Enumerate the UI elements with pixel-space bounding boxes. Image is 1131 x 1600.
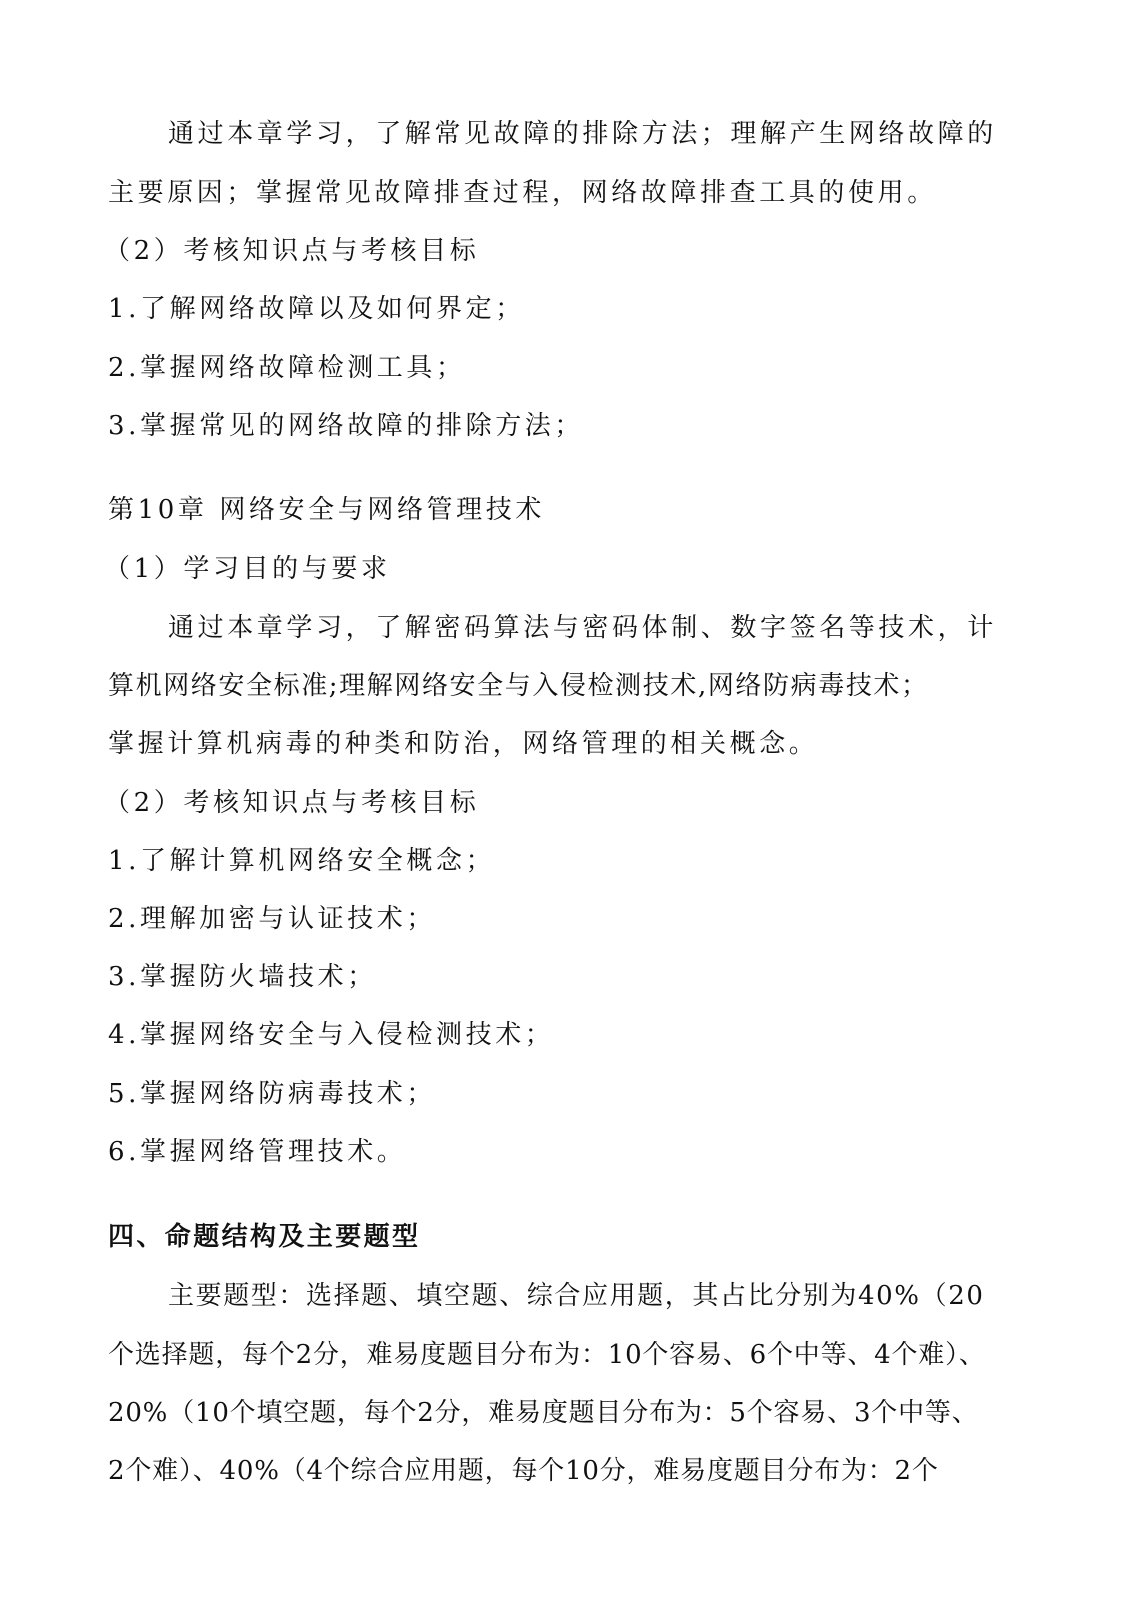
paragraph-line: 2个难）、40%（4个综合应用题，每个10分，难易度题目分布为：2个: [108, 1456, 939, 1486]
paragraph-line: 主要题型：选择题、填空题、综合应用题，其占比分别为40%（20: [168, 1281, 985, 1311]
list-item: 4.掌握网络安全与入侵检测技术；: [108, 1020, 555, 1050]
list-item: 2.理解加密与认证技术；: [108, 904, 437, 934]
section-heading: 四、命题结构及主要题型: [108, 1222, 421, 1252]
paragraph-line: 20%（10个填空题，每个2分，难易度题目分布为：5个容易、3个中等、: [108, 1398, 979, 1428]
subsection-heading: （2）考核知识点与考核目标: [104, 788, 480, 818]
paragraph-line: 通过本章学习，了解常见故障的排除方法；理解产生网络故障的: [168, 119, 997, 149]
subsection-heading: （1）学习目的与要求: [104, 554, 391, 584]
list-item: 2.掌握网络故障检测工具；: [108, 353, 466, 383]
paragraph-line: 主要原因；掌握常见故障排查过程，网络故障排查工具的使用。: [108, 178, 937, 208]
chapter-heading: 第10章 网络安全与网络管理技术: [108, 495, 545, 525]
paragraph-line: 算机网络安全标准;理解网络安全与入侵检测技术,网络防病毒技术；: [108, 671, 929, 701]
list-item: 1.了解网络故障以及如何界定；: [108, 294, 525, 324]
list-item: 5.掌握网络防病毒技术；: [108, 1079, 437, 1109]
paragraph-line: 通过本章学习，了解密码算法与密码体制、数字签名等技术，计: [168, 613, 997, 643]
list-item: 3.掌握常见的网络故障的排除方法；: [108, 411, 585, 441]
list-item: 3.掌握防火墙技术；: [108, 962, 377, 992]
subsection-heading: （2）考核知识点与考核目标: [104, 236, 480, 266]
list-item: 6.掌握网络管理技术。: [108, 1137, 407, 1167]
list-item: 1.了解计算机网络安全概念；: [108, 846, 496, 876]
paragraph-line: 个选择题，每个2分，难易度题目分布为：10个容易、6个中等、4个难）、: [108, 1340, 986, 1370]
paragraph-line: 掌握计算机病毒的种类和防治，网络管理的相关概念。: [108, 729, 819, 759]
